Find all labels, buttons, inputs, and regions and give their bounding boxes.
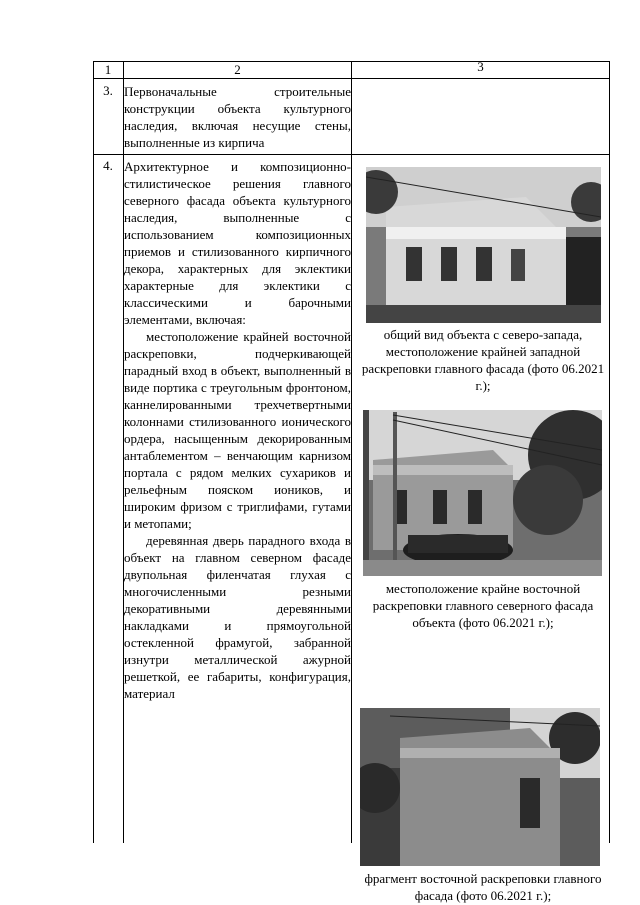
photo-caption: общий вид объекта с северо-запада, местоположение крайней западной раскреповки главного фасада (фото 06.2021 г.); (361, 327, 605, 393)
row-number: 4. (103, 158, 113, 173)
table-border-header (93, 78, 610, 79)
table-border-left (93, 61, 94, 843)
row-text: Первоначальные строительные конструкции объекта культурного наследия, включая несущие стены, выполненные из кирпича (124, 84, 351, 150)
building-photo-northwest (366, 167, 601, 323)
header-col3: 3 (477, 59, 484, 74)
row-description (124, 83, 351, 151)
header-col2: 2 (234, 62, 241, 77)
table-border-row3 (93, 154, 610, 155)
row-intro-text: Архитектурное и композиционно-стилистическое решения главного северного фасада объекта культурного наследия, выполненные с использованием композиционных приемов и стилизованного кирпичного декора, характерных для эклектики характерные для эклектики с классическими и барочными элементами, включая: (124, 159, 351, 327)
building-photo-east-fragment (360, 708, 600, 866)
photo-caption: фрагмент восточной раскреповки главного фасада (фото 06.2021 г.); (364, 871, 602, 903)
photo-caption: местоположение крайне восточной раскреповки главного северного фасада объекта (фото 06.2021 г.); (372, 581, 594, 630)
building-photo-east-projection (363, 410, 602, 576)
row-number: 3. (103, 83, 113, 98)
table-border-right (609, 61, 610, 843)
table-border-col2 (351, 61, 352, 843)
row-description (124, 158, 351, 702)
row-item-text: деревянная дверь парадного входа в объект на главном северном фасаде двупольная филенчатая глухая с многочисленными резными декоративными деревянными накладками и прямоугольной остекленной фрамугой, забранной изнутри металлической ажурной решеткой, ее габариты, конфигурация, материал (124, 533, 351, 701)
row-item-text: местоположение крайней восточной раскреповки, подчеркивающей парадный вход в объект, выполненный в виде портика с треугольным фронтоном, каннелированными трехчетвертными колоннами стилизованного ионического ордера, насыщенным декорированным антаблементом – венчающим карнизом портала с рядом мелких сухариков и рельефным пояском иоников, и широким фризом с триглифами, гутами и метопами; (124, 329, 351, 531)
header-col1: 1 (104, 62, 112, 77)
